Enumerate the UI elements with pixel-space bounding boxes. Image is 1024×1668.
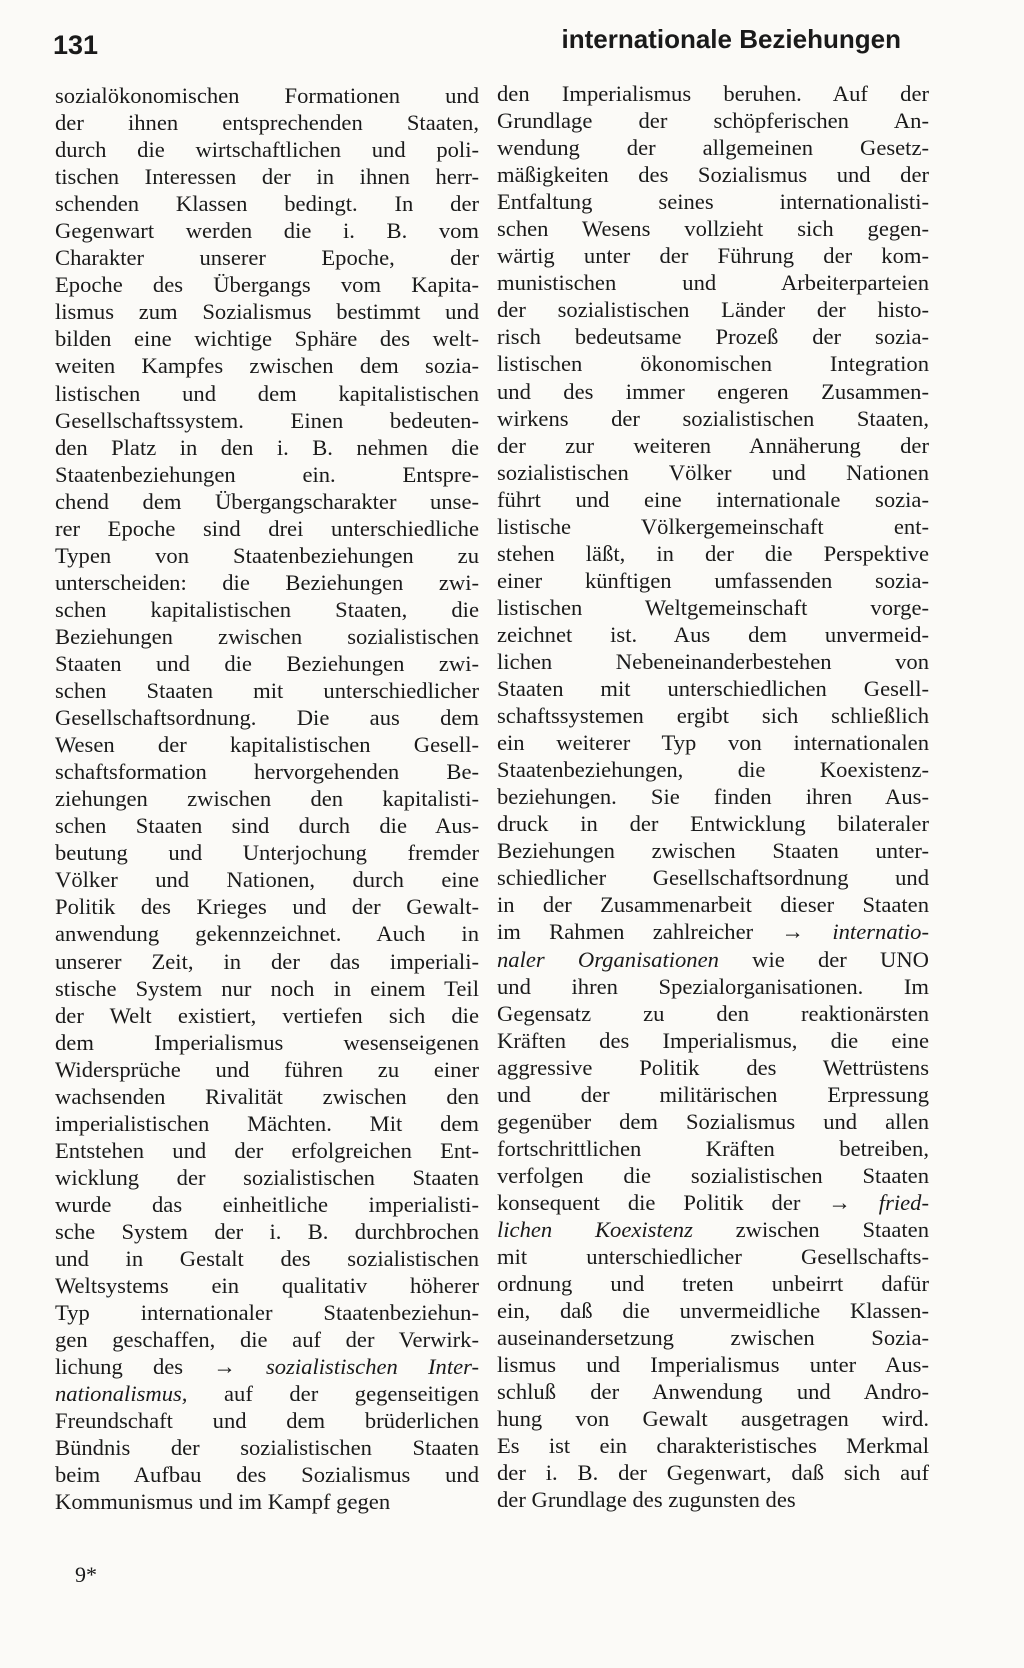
text-line [497, 783, 929, 810]
text-run: wirkens der sozialistischen Staaten, [497, 405, 929, 431]
text-line [497, 675, 929, 702]
text-run: schenden Klassen bedingt. In der [55, 191, 479, 217]
text-run: hung von Gewalt ausgetragen wird. [497, 1406, 929, 1432]
text-line [55, 352, 479, 379]
text-run: führt und eine internationale sozia- [497, 486, 929, 512]
running-head: internationale Beziehungen [561, 24, 901, 54]
text-line [497, 1189, 929, 1216]
text-line [497, 1459, 929, 1486]
text-line [55, 461, 479, 488]
text-run: schen kapitalistischen Staaten, die [55, 596, 479, 622]
text-line [497, 296, 929, 323]
text-run: der Grundlage des zugunsten des [497, 1487, 796, 1513]
text-line [55, 650, 479, 677]
text-line [55, 407, 479, 434]
text-run: sche System der i. B. durchbrochen [55, 1218, 479, 1244]
text-run: der sozialistischen Länder der histo- [497, 297, 929, 323]
text-line [55, 1110, 479, 1137]
text-line [55, 380, 479, 407]
text-run: stische System nur noch in einem Teil [55, 975, 479, 1001]
text-line [55, 596, 479, 623]
text-run: Kommunismus und im Kampf gegen [55, 1489, 391, 1515]
text-run: sozialistischen Völker und Nationen [497, 459, 929, 485]
text-run: ordnung und treten unbeirrt dafür [497, 1271, 929, 1297]
text-line [497, 1432, 929, 1459]
text-line [55, 704, 479, 731]
text-line [55, 325, 479, 352]
text-run: gen geschaffen, die auf der Verwirk- [55, 1327, 479, 1353]
text-line [55, 82, 479, 109]
text-run: lismus zum Sozialismus bestimmt und [55, 299, 479, 325]
text-line [497, 1135, 929, 1162]
text-line [55, 1299, 479, 1326]
cross-reference: naler Organisationen [497, 946, 719, 972]
text-run: der zur weiteren Annäherung der [497, 432, 929, 458]
text-line [55, 163, 479, 190]
text-line [55, 1461, 479, 1488]
text-column-right [497, 80, 929, 1513]
text-line [497, 486, 929, 513]
text-line [497, 378, 929, 405]
text-run: anwendung gekennzeichnet. Auch in [55, 921, 479, 947]
text-line [55, 434, 479, 461]
text-run: wärtig unter der Führung der kom- [497, 243, 929, 269]
text-line [497, 1081, 929, 1108]
text-line [55, 190, 479, 217]
text-run: Gegenwart werden die i. B. vom [55, 218, 479, 244]
text-run: schluß der Anwendung und Andro- [497, 1379, 929, 1405]
text-line [497, 1270, 929, 1297]
text-line [55, 623, 479, 650]
text-run: wendung der allgemeinen Gesetz- [497, 135, 929, 161]
text-line [55, 244, 479, 271]
text-line [497, 1405, 929, 1432]
text-line [55, 893, 479, 920]
text-line [497, 1243, 929, 1270]
text-line [55, 812, 479, 839]
text-line [497, 269, 929, 296]
text-run: Gesellschaftsordnung. Die aus dem [55, 705, 479, 731]
text-line [497, 1108, 929, 1135]
text-run: konsequent die Politik der → [497, 1189, 879, 1215]
text-line [497, 459, 929, 486]
text-line [55, 1191, 479, 1218]
text-line [55, 569, 479, 596]
text-line [497, 350, 929, 377]
text-line [55, 1488, 479, 1515]
text-line [497, 621, 929, 648]
text-run: schaftssystemen ergibt sich schließlich [497, 703, 929, 729]
text-line [55, 1002, 479, 1029]
text-run: lichung des → [55, 1354, 267, 1380]
text-run: lichen Nebeneinanderbestehen von [497, 648, 929, 674]
text-run: und des immer engeren Zusammen- [497, 378, 929, 404]
text-line [55, 1083, 479, 1110]
text-run: ziehungen zwischen den kapitalisti- [55, 786, 479, 812]
text-line [55, 1326, 479, 1353]
text-run: ein weiterer Typ von internationalen [497, 730, 929, 756]
text-line [497, 1000, 929, 1027]
text-line [55, 217, 479, 244]
text-column-left [55, 82, 479, 1515]
text-run: risch bedeutsame Prozeß der sozia- [497, 324, 929, 350]
text-run: listischen und dem kapitalistischen [55, 380, 479, 406]
text-line [55, 1407, 479, 1434]
text-line [55, 785, 479, 812]
text-line [55, 298, 479, 325]
text-run: zeichnet ist. Aus dem unvermeid- [497, 621, 929, 647]
text-line [55, 109, 479, 136]
text-line [55, 1218, 479, 1245]
text-line [497, 1486, 929, 1513]
text-line [497, 1027, 929, 1054]
text-line [497, 107, 929, 134]
text-line [497, 756, 929, 783]
text-run: wicklung der sozialistischen Staaten [55, 1164, 479, 1190]
text-run: der ihnen entsprechenden Staaten, [55, 110, 479, 136]
text-line [497, 134, 929, 161]
text-run: Gesellschaftssystem. Einen bedeuten- [55, 407, 479, 433]
text-line [497, 242, 929, 269]
text-run: Typen von Staatenbeziehungen zu [55, 542, 479, 568]
text-run: lismus und Imperialismus unter Aus- [497, 1352, 929, 1378]
text-line [497, 161, 929, 188]
text-run: listischen Weltgemeinschaft vorge- [497, 594, 929, 620]
text-run: ein, daß die unvermeidliche Klassen- [497, 1298, 929, 1324]
text-run: Charakter unserer Epoche, der [55, 245, 479, 271]
text-run: mäßigkeiten des Sozialismus und der [497, 162, 929, 188]
text-line [497, 946, 929, 973]
text-line [55, 1056, 479, 1083]
text-line [55, 1353, 479, 1380]
text-run: schaftsformation hervorgehenden Be- [55, 759, 479, 785]
text-run: listischen ökonomischen Integration [497, 351, 929, 377]
text-line [497, 513, 929, 540]
text-line [55, 271, 479, 298]
text-line [497, 1351, 929, 1378]
text-line [497, 891, 929, 918]
text-run: der i. B. der Gegenwart, daß sich auf [497, 1460, 929, 1486]
text-run: Entstehen und der erfolgreichen Ent- [55, 1137, 479, 1163]
text-run: Bündnis der sozialistischen Staaten [55, 1435, 479, 1461]
text-line [497, 648, 929, 675]
text-run: munistischen und Arbeiterparteien [497, 270, 929, 296]
text-run: durch die wirtschaftlichen und poli- [55, 137, 479, 163]
page-number: 131 [53, 30, 99, 60]
text-line [55, 1380, 479, 1407]
text-run: Widersprüche und führen zu einer [55, 1056, 479, 1082]
text-line [497, 729, 929, 756]
text-run: auf der gegenseitigen [187, 1381, 479, 1407]
text-line [55, 1272, 479, 1299]
text-line [497, 1162, 929, 1189]
text-line [55, 1164, 479, 1191]
text-run: chend dem Übergangscharakter unse- [55, 488, 479, 514]
text-run: Beziehungen zwischen Staaten unter- [497, 838, 929, 864]
text-line [497, 567, 929, 594]
text-line [55, 920, 479, 947]
text-run: verfolgen die sozialistischen Staaten [497, 1162, 929, 1188]
text-run: Kräften des Imperialismus, die eine [497, 1027, 929, 1053]
text-line [497, 188, 929, 215]
text-run: listische Völkergemeinschaft ent- [497, 513, 929, 539]
text-line [55, 839, 479, 866]
text-line [55, 948, 479, 975]
text-run: wie der UNO [718, 946, 929, 972]
text-line [497, 918, 929, 945]
text-run: und der militärischen Erpressung [497, 1081, 929, 1107]
text-run: Entfaltung seines internationalisti- [497, 189, 929, 215]
text-run: sozialökonomischen Formationen und [55, 83, 479, 108]
text-run: Staaten mit unterschiedlichen Gesell- [497, 676, 929, 702]
text-run: Staaten und die Beziehungen zwi- [55, 650, 479, 676]
text-run: rer Epoche sind drei unterschiedliche [55, 515, 479, 541]
text-line [497, 540, 929, 567]
text-line [497, 215, 929, 242]
text-run: beziehungen. Sie finden ihren Aus- [497, 784, 929, 810]
text-run: schiedlicher Gesellschaftsordnung und [497, 865, 929, 891]
text-run: unterscheiden: die Beziehungen zwi- [55, 569, 479, 595]
text-run: dem Imperialismus wesenseigenen [55, 1029, 479, 1055]
text-run: schen Staaten sind durch die Aus- [55, 813, 479, 839]
text-line [55, 1434, 479, 1461]
text-run: Typ internationaler Staatenbeziehun- [55, 1300, 479, 1326]
text-run: Epoche des Übergangs vom Kapita- [55, 272, 479, 298]
cross-reference: nationalismus, [55, 1381, 188, 1407]
text-line [497, 810, 929, 837]
text-line [55, 542, 479, 569]
text-run: unserer Zeit, in der das imperiali- [55, 948, 479, 974]
text-run: Freundschaft und dem brüderlichen [55, 1408, 479, 1434]
text-line [497, 1378, 929, 1405]
text-run: Staatenbeziehungen, die Koexistenz- [497, 757, 929, 783]
cross-reference: internatio- [832, 919, 929, 945]
cross-reference: fried- [878, 1189, 929, 1215]
text-run: wurde das einheitliche imperialisti- [55, 1191, 479, 1217]
text-run: Völker und Nationen, durch eine [55, 867, 479, 893]
text-line [497, 864, 929, 891]
text-line [497, 1297, 929, 1324]
text-run: imperialistischen Mächten. Mit dem [55, 1110, 479, 1136]
text-run: fortschrittlichen Kräften betreiben, [497, 1135, 929, 1161]
text-line [497, 1324, 929, 1351]
text-run: Weltsystems ein qualitativ höherer [55, 1273, 479, 1299]
text-run: stehen läßt, in der die Perspektive [497, 540, 929, 566]
text-run: Beziehungen zwischen sozialistischen [55, 623, 479, 649]
cross-reference: sozialistischen Inter- [266, 1354, 479, 1380]
printer-signature: 9* [75, 1562, 97, 1587]
text-run: in der Zusammenarbeit dieser Staaten [497, 892, 929, 918]
text-line [497, 432, 929, 459]
text-run: Staatenbeziehungen ein. Entspre- [55, 461, 479, 487]
text-line [55, 515, 479, 542]
text-line [55, 1029, 479, 1056]
text-line [497, 1054, 929, 1081]
text-run: Wesen der kapitalistischen Gesell- [55, 732, 479, 758]
text-line [497, 594, 929, 621]
text-run: schen Staaten mit unterschiedlicher [55, 678, 479, 704]
text-run: den Platz in den i. B. nehmen die [55, 434, 479, 460]
text-run: im Rahmen zahlreicher → [497, 919, 833, 945]
text-run: den Imperialismus beruhen. Auf der [497, 81, 929, 106]
text-run: Politik des Krieges und der Gewalt- [55, 894, 479, 920]
text-line [55, 758, 479, 785]
text-line [55, 677, 479, 704]
text-line [497, 973, 929, 1000]
text-run: und in Gestalt des sozialistischen [55, 1246, 479, 1272]
text-line [55, 1245, 479, 1272]
text-run: zwischen Staaten [692, 1216, 929, 1242]
text-run: schen Wesens vollzieht sich gegen- [497, 216, 929, 242]
text-run: einer künftigen umfassenden sozia- [497, 567, 929, 593]
cross-reference: lichen Koexistenz [497, 1216, 693, 1242]
text-run: auseinandersetzung zwischen Sozia- [497, 1325, 929, 1351]
text-line [55, 488, 479, 515]
text-run: druck in der Entwicklung bilateraler [497, 811, 929, 837]
text-line [55, 975, 479, 1002]
text-line [497, 80, 929, 107]
text-run: und ihren Spezialorganisationen. Im [497, 973, 929, 999]
text-line [497, 702, 929, 729]
text-line [497, 1216, 929, 1243]
text-line [55, 136, 479, 163]
text-line [497, 837, 929, 864]
text-run: beutung und Unterjochung fremder [55, 840, 479, 866]
text-run: aggressive Politik des Wettrüstens [497, 1054, 929, 1080]
text-run: beim Aufbau des Sozialismus und [55, 1462, 479, 1488]
text-run: der Welt existiert, vertiefen sich die [55, 1002, 479, 1028]
text-run: Es ist ein charakteristisches Merkmal [497, 1433, 929, 1459]
text-run: mit unterschiedlicher Gesellschafts- [497, 1244, 929, 1270]
text-line [55, 731, 479, 758]
text-line [497, 405, 929, 432]
text-run: bilden eine wichtige Sphäre des welt- [55, 326, 479, 352]
text-line [55, 1137, 479, 1164]
text-run: wachsenden Rivalität zwischen den [55, 1083, 479, 1109]
text-run: Grundlage der schöpferischen An- [497, 108, 929, 134]
text-line [55, 866, 479, 893]
text-run: weiten Kampfes zwischen dem sozia- [55, 353, 479, 379]
text-line [497, 323, 929, 350]
text-run: tischen Interessen der in ihnen herr- [55, 164, 479, 190]
text-run: gegenüber dem Sozialismus und allen [497, 1108, 929, 1134]
text-run: Gegensatz zu den reaktionärsten [497, 1000, 929, 1026]
